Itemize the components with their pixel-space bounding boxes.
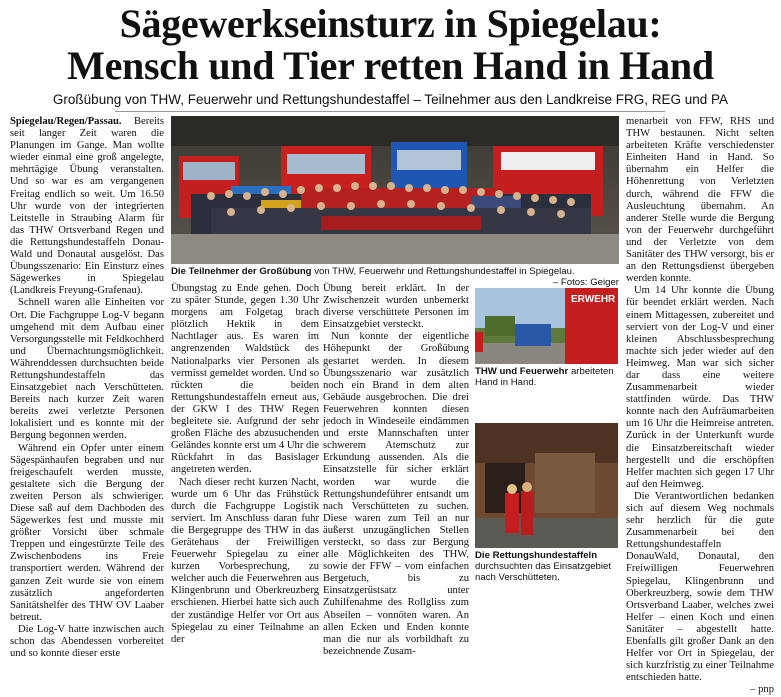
paragraph: Nach dieser recht kurzen Nacht, wurde um 6 Uhr das Frühstück durch die Fachgruppe Logistik serviert. Im Anschluss daran fuhr die Bergegruppe des THW in das Gerätehaus der Freiwilligen Feuerwehr Spiegelau zu einer kurzen Vorbesprechung, zu welcher auch die Feuerwehren aus Klingenbrunn und Oberkreuzberg erschienen. Hierbei hatte sich auch der zuständige Helfer vor Ort aus Spiegelau zu einer Teilnahme an der bbox=[171, 476, 319, 645]
photo3-caption: Die Rettungshundestaffeln durchsuchten das Einsatzgebiet nach Verschütteten. bbox=[475, 550, 611, 583]
photo2-caption: THW und Feuerwehr arbeiteten Hand in Hand. bbox=[475, 366, 614, 388]
paragraph: Bereits seit langer Zeit waren die Planungen im Gange. Man wollte wieder einmal eine groß angelegte, mehrtägige Übung veranstalten. Und so war es am vergangenen Freitag endlich so weit. Um 16.50 Uhr wurde von der integrierten Leitstelle in Straubing Alarm für das THW Ortsverband Regen und die Rettungshundestaffeln Donau-Wald und Donautal ausgelöst. Das Übungsszenario: Ein Einsturz eines Sägewerkes in Spiegelau (Landkreis Freyung-Grafenau). bbox=[10, 116, 164, 297]
paragraph: Die Log-V hatte inzwischen auch schon das Abendessen vorbereitet und so konnte dieser erste bbox=[10, 623, 164, 660]
headline-line-1: Sägewerkseinsturz in Spiegelau: bbox=[119, 1, 662, 46]
paragraph: Um 14 Uhr konnte die Übung für beendet erklärt werden. Nach einem Mittagessen, zubereitet und serviert von der Log-V und einer kleinen Abschlussbesprechung machte sich jeder wieder auf den Heimweg. Man war sich sicher dar dass eine weitere Zusammenarbeit wieder stattfinden würde. Das THW konnte nach den Aufräumarbeiten um 16 Uhr die Heimreise antreten. Zurück in der Unterkunft wurde die Einsatzbereitschaft wieder hergestellt und die erschöpften Helfer machten sich gegen 17 Uhr auf den Heimweg. bbox=[626, 285, 774, 490]
paragraph: Nun konnte der eigentliche Höhepunkt der Großübung gestartet werden. In diesem Übungsszenario war zusätzlich noch ein Brand in dem alten Gebäude ausgebrochen. Die drei Feuerwehren konnten diesen jedoch in Windeseile eindämmen und erste Mannschaften unter schwerem Atemschutz zur Erkundung aussenden. Als die Einsatzstelle für sicher erklärt worden war wurde die Rettungshundeführer entsandt um nach Verschütteten zu suchen. Diese waren zum Teil an nur äußerst unzugänglichen Stellen versteckt, so dass zur Bergung alle Möglichkeiten des THW, sowie der FFW – vom einfachen Bergetuch, bis zu Einsatzgerüstsatz unter Zuhilfenahme des Rollgliss zum Abseilen – vonnöten waren. An allen Ecken und Enden konnte man die nur als vorbildhaft zu bezeichnende Zusam- bbox=[323, 331, 469, 657]
subheadline-rule bbox=[115, 111, 665, 112]
headline-line-2: Mensch und Tier retten Hand in Hand bbox=[67, 43, 714, 88]
article-column-2 bbox=[171, 283, 319, 645]
main-photo-caption: Die Teilnehmer der Großübung von THW, Feuerwehr und Rettungshundestaffel in Spiegelau. – Fotos: Geiger bbox=[171, 266, 619, 288]
thw-fire-photo bbox=[475, 288, 618, 364]
paragraph: menarbeit von FFW, RHS und THW bestaunen. Nicht selten arbeiteten Kräfte verschiedenster Einheiten Hand in Hand. So übernahm ein Helfer die Höhenrettung von Verletzten durch, während die FFW die Ausleuchtung übernahm. An anderer Stelle wurde die Bergung von der Feuerwehr durchgeführt und der Verletzte von dem Sanitäter des THW versorgt, bis er an den Rettungsdienst übergeben werden konnte. bbox=[626, 116, 774, 285]
article-column-5 bbox=[626, 116, 774, 696]
group-photo bbox=[171, 116, 619, 264]
subheadline: Großübung von THW, Feuerwehr und Rettungshundestaffel – Teilnehmer aus den Landkreise FRG, REG und PA bbox=[52, 92, 729, 107]
vehicle-sign: ERWEHR bbox=[571, 294, 616, 305]
article-column-1 bbox=[10, 116, 164, 660]
paragraph: Die Verantwortlichen bedanken sich auf diesem Weg nochmals sehr herzlich für die gute Zusammenarbeit bei den Rettungshundestaffeln DonauWald, Donautal, den Freiwilligen Feuerwehren Spiegelau, Klingenbrunn und Oberkreuzberg, sowie dem THW Ortsverband Laaber, welches zwei Helfer – einen Koch und einen Sanitäter – abgestellt hatte. Ebenfalls gilt großer Dank an den Helfer vor Ort in Spiegelau, der sich kurzfristig zu einer Teilnahme entschieden hatte. bbox=[626, 490, 774, 684]
article-column-3 bbox=[323, 283, 469, 657]
rescue-dogs-photo bbox=[475, 423, 618, 548]
paragraph: Übung bereit erklärt. In der Zwischenzeit wurden unbemerkt diverse verschüttete Personen im Einsatzgebiet versteckt. bbox=[323, 283, 469, 331]
author-signature: – pnp bbox=[750, 684, 774, 696]
paragraph: Während ein Opfer unter einem Sägespänhaufen begraben und nur freigeschaufelt werden musste, gestaltete sich die Bergung der zweiten Person als schwieriger. Diese saß auf dem Dachboden des Sägewerkes fest und musste mit größter Vorsicht über schmale Treppen und eingestürzte Teile des Zwischenbodens ins Freie transportiert werden. Während der ganzen Zeit wurde sie von einem zusätzlich angeforderten Sanitätshelfer des THW OV Laaber betreut. bbox=[10, 442, 164, 623]
dateline: Spiegelau/Regen/Passau. bbox=[10, 116, 122, 127]
paragraph: Schnell waren alle Einheiten vor Ort. Die Fachgruppe Log-V begann umgehend mit dem Aufbau einer Versorgungsstelle mit Feldkochherd und Übernachtungsmöglichkeit. Währenddessen durchsuchten beide Rettungshundestaffeln das Einsatzgebiet nach Verschütteten. Bereits nach kurzer Zeit waren bereits zwei verletzte Personen lokalisiert und es konnte mit der Bergung begonnen werden. bbox=[10, 297, 164, 442]
paragraph: Übungstag zu Ende gehen. Doch zu später Stunde, gegen 1.30 Uhr morgens am Folgetag brach plötzlich Hektik in dem Nachtlager aus. Es waren im angrenzenden Waldstück des Nationalparks vier Personen als vermisst gemeldet worden. Und so rückten die beiden Rettungshundestaffeln erneut aus, der GKW I des THW Regen begleitete sie. Aufgrund der sehr großen Fläche des abzusuchenden Geländes konnte erst um 4 Uhr die Rückfahrt in das Basislager angetreten werden. bbox=[171, 283, 319, 476]
